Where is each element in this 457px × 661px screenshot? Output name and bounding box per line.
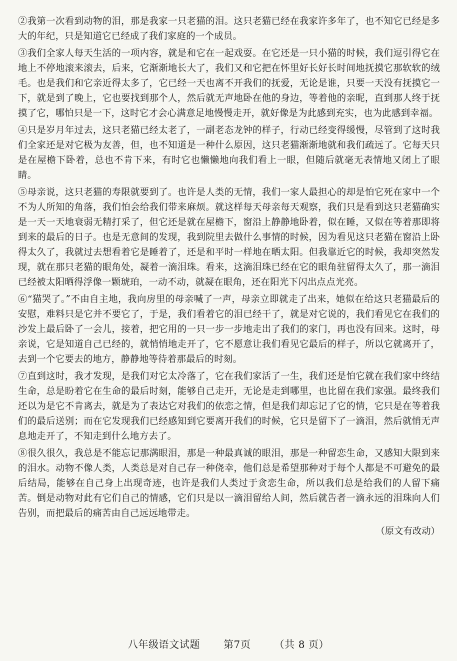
paragraph-8: ⑧很久很久，我总是不能忘记那满眼泪，那是一种最真诚的眼泪，那是一种留恋生命，又感知大限到来的泪水。动物不像人类，人类总是对自己存一种侥幸，他们总是希望那种对于每个人都是不可避免的最后结局，能够在自己身上出现奇迹，也许是我们人类过于贪恋生命，所以我们总是给我们的人留下痛苦。倒是动物对此有它们自己的情感，它们只是以一滴泪留给人间，然后就告者一滴永远的泪珠向人们告别，而把最后的痛苦由自己远远地带走。 [18,448,440,519]
paragraph-5: ⑤母亲说，这只老猫的寿限就要到了。也许是人类的无情，我们一家人最担心的却是怕它死在家中一个不为人所知的角落，我们怕会给我们带来麻烦。就这样每天母亲每天观察，我们只是看到这只老猫确实是一天一天地衰弱无精打采了，但它还是就在屋檐下，窗沿上静静地卧着，似在睡，又似在等着那即将到来的最后的日子。也是无意间的发现，我到院里去做什么事情的时候，因为看见这只老猫在窗沿上卧得太久了，我就过去想看着它是睡着了，还是和平时一样地在晒太阳。但我靠近它的时候，我却突然发现，就在那只老猫的眼角处，凝着一滴泪珠。看来，这滴泪珠已经在它的眼角驻留得太久了，那一滴泪已经被太阳晒得浮像一颗琥珀，一动不动，就凝在眼角，还在阳光下闪出点点光亮。 [18,187,440,288]
footer-page: 第7页 [223,640,251,651]
paragraph-7: ⑦直到这时，我才发现，是我们对它太冷落了，它在我们家活了一生，我们还是怕它就在我们家中终结生命，总是盼着它在生命的最后时刻，能够自己走开，无论是走到哪里，也比留在我们家强。最终我们还以为是它不肯离去，就是为了表达它对我们的依恋之情，但是我们却忘记了它的情，它只是在等着我们的最后送别；而在它发现我们已经感知到它要离开我们的时候，它只是留下了一滴泪，然后就悄无声息地走开了，不知走到什么地方去了。 [18,371,440,442]
footer-total: （共 8 页） [274,640,330,651]
paragraph-6: ⑥“猫哭了。”不由自主地，我向房里的母亲喊了一声，母亲立即就走了出来，她似在给这只老猫最后的安慰，难料只是它并不要它了，于是，我们看着它的泪已经干了，就是对它说的，我们看见它在我们的沙发上最后卧了一会儿，接着，把它用的一只一步一步地走出了我们的家门，再也没有回来。这时，母亲说，它是知道自己已经的，就悄悄地走开了，它不愿意让我们看见它最后的样子，所以它就离开了，去到一个它要去的地方，静静地等待着那最后的时刻。 [18,294,440,365]
paragraph-2: ②我第一次看到动物的泪，那是我家一只老猫的泪。这只老猫已经在我家许多年了，也不知它已经是多大的年纪，只是知道它已经成了我们家庭的一个成员。 [18,16,440,42]
document-page [18,14,440,614]
footer-subject: 八年级语文试题 [127,640,201,651]
page-footer [0,636,457,651]
source-note: （原文有改动） [375,526,440,537]
paragraph-3: ③我们全家人每天生活的一项内容，就是和它在一起戏耍。在它还是一只小猫的时候，我们逗引得它在地上不停地滚来滚去，后来，它渐渐地长大了，我们又和它把在怀里好长好长时间地抚摸它那软软的绒毛。也是我们和它亲近得太多了，它已经一天也离不开我们的抚爱，无论是谁，只要一天没有抚摸它一下，就是到了晚上，它也要找到那个人，然后就无声地卧在他的身边，等着他的亲昵，直到那人终于抚摸了它，哪怕只是一下，这时它才会心满意足地慢慢走开，就好像是为此感到充实，也为此感到幸福。 [18,48,440,119]
paragraph-4: ④只是岁月年过去，这只老猫已经太老了，一副老态龙钟的样子，行动已经变得缓慢，尽管到了这时我们全家还是对它极为友善，但，也不知道是一种什么原因，这只老猫渐渐地就和我们疏远了。它每天只是在屋檐下卧着，总也不肯下来，有时它也懒懒地向我们看上一眼，但随后就毫无表情地又闭上了眼睛。 [18,125,440,181]
